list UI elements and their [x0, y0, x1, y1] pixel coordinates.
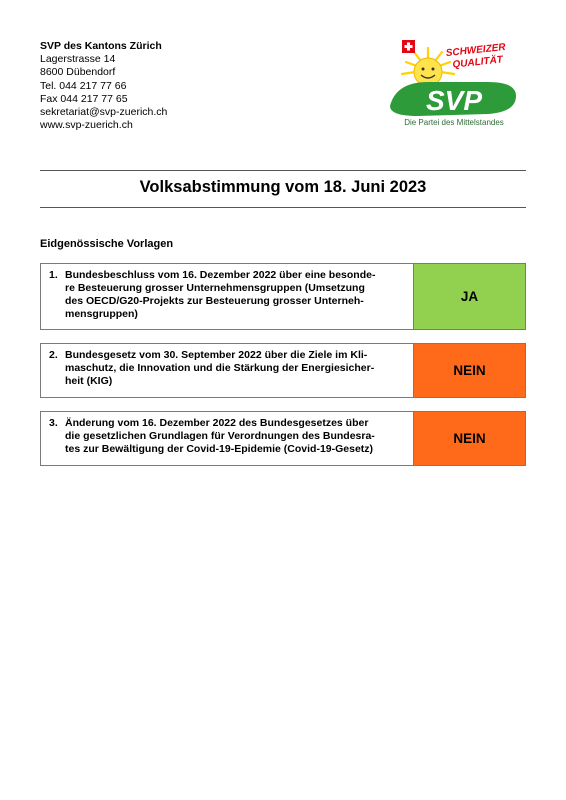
vote-recommendation: NEIN [413, 344, 525, 397]
ballot-item-line: heit (KIG) [65, 375, 113, 388]
page-title: Volksabstimmung vom 18. Juni 2023 [139, 178, 427, 196]
ballot-item-line: des OECD/G20-Projekts zur Besteuerung grosser Unterneh- [65, 295, 364, 308]
ballot-item-number: 2. [49, 349, 58, 361]
ballot-item-number: 3. [49, 417, 58, 429]
svg-text:QUALITÄT: QUALITÄT [452, 54, 504, 71]
svp-logo [388, 36, 520, 128]
sender-phone: Tel. 044 217 77 66 [40, 79, 127, 92]
ballot-item-2 [40, 343, 526, 398]
sender-address [40, 40, 167, 132]
ballot-item-line: re Besteuerung grosser Unternehmensgruppen (Umsetzung [65, 282, 365, 295]
ballot-item-text [41, 264, 413, 329]
title-rule-bottom [40, 207, 526, 208]
ballot-item-line: mensgruppen) [65, 308, 138, 321]
ballot-item-text [41, 412, 413, 465]
logo-word: SVP [425, 85, 483, 116]
ballot-item-text [41, 344, 413, 397]
ballot-item-line: tes zur Bewältigung der Covid-19-Epidemie (Covid-19-Gesetz) [65, 443, 374, 456]
sender-web: www.svp-zuerich.ch [40, 119, 133, 132]
sender-city: 8600 Dübendorf [40, 66, 116, 79]
sender-street: Lagerstrasse 14 [40, 53, 116, 66]
ballot-item-line: maschutz, die Innovation und die Stärkung der Energiesicher- [65, 362, 375, 375]
vote-recommendation: NEIN [413, 412, 525, 465]
section-heading: Eidgenössische Vorlagen [40, 238, 174, 250]
ballot-item-number: 1. [49, 269, 58, 281]
logo-tagline: Die Partei des Mittelstandes [404, 118, 504, 127]
ballot-item-line: Bundesbeschluss vom 16. Dezember 2022 über eine besonde- [65, 269, 376, 281]
swiss-flag-icon [402, 40, 415, 53]
ballot-item-1 [40, 263, 526, 330]
sender-org: SVP des Kantons Zürich [40, 40, 162, 52]
ballot-item-line: die gesetzlichen Grundlagen für Verordnungen des Bundesra- [65, 430, 375, 443]
ballot-item-line: Bundesgesetz vom 30. September 2022 über die Ziele im Kli- [65, 349, 368, 361]
logo-badge-text: SCHWEIZER [445, 41, 507, 60]
sun-face-icon [414, 58, 442, 86]
vote-recommendation: JA [413, 264, 525, 329]
title-rule-top [40, 170, 526, 171]
ballot-item-line: Änderung vom 16. Dezember 2022 des Bundesgesetzes über [65, 417, 369, 429]
ballot-item-3 [40, 411, 526, 466]
sender-email: sekretariat@svp-zuerich.ch [40, 106, 168, 119]
sender-fax: Fax 044 217 77 65 [40, 92, 128, 105]
